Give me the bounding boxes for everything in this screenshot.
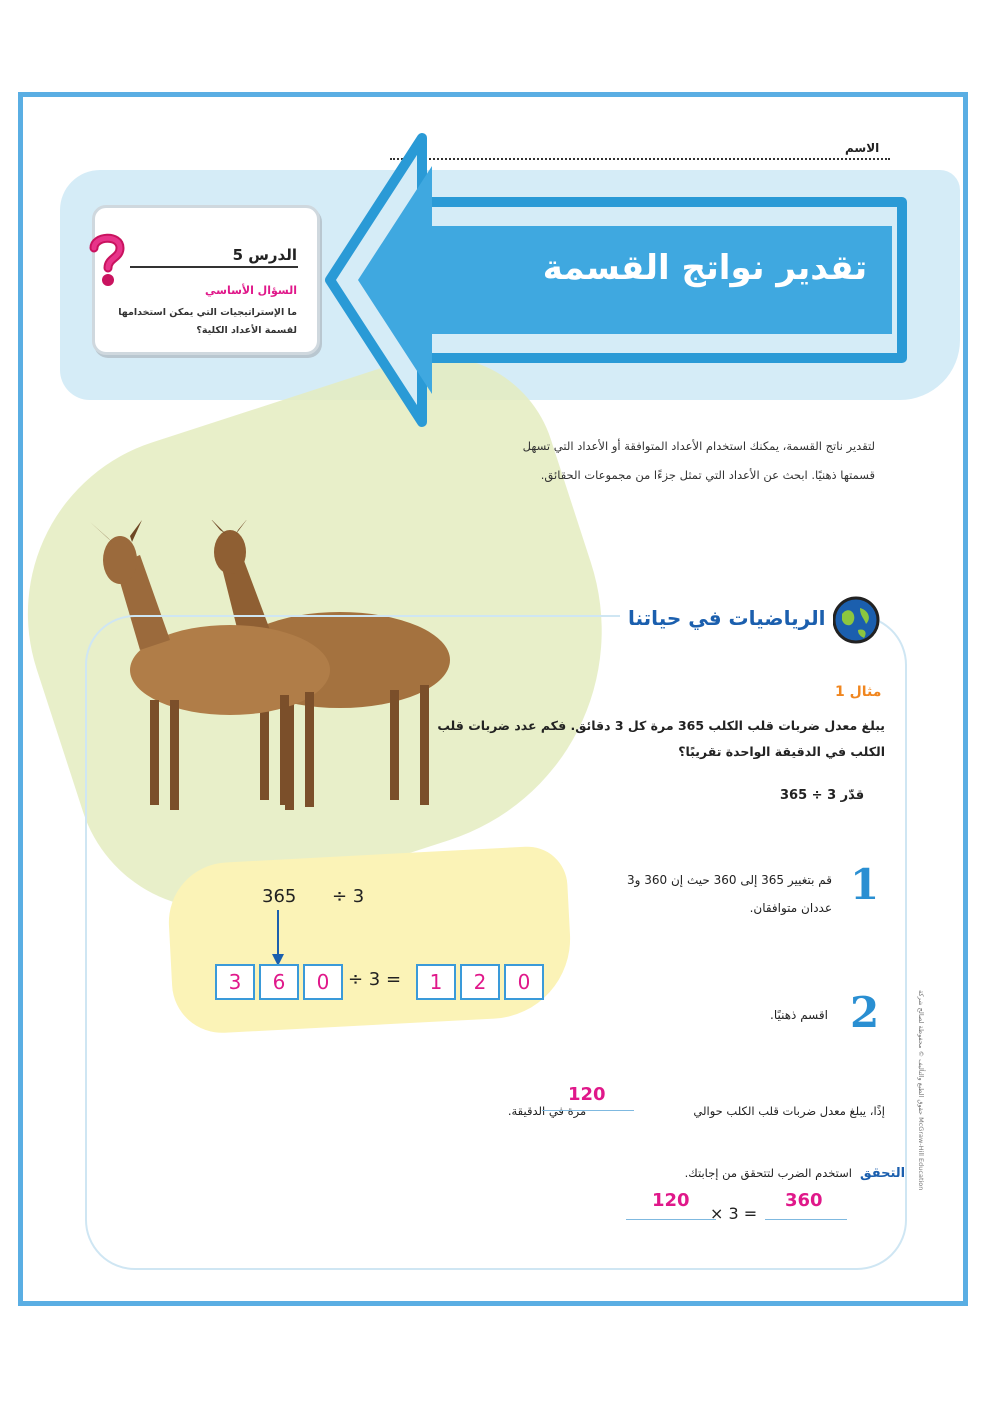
intro-paragraph: لتقدير ناتج القسمة، يمكنك استخدام الأعداد المتوافقة أو الأعداد التي تسهل قسمتها ذهنيًا. ابحث عن الأعداد التي تمثل جزءًا من مجموعات الحقائق.: [522, 439, 875, 482]
answer-line: [626, 1219, 716, 1220]
lesson-divider: [130, 266, 298, 268]
dividend: 365: [262, 886, 297, 907]
answer-line: [765, 1219, 847, 1220]
step-text-1: قم بتغيير 365 إلى 360 حيث إن 360 و3 عددان متوافقان.: [627, 873, 832, 915]
step-text-2: اقسم ذهنيًا.: [770, 1008, 828, 1022]
step-number-2: 2: [850, 988, 880, 1037]
example-label: مثال 1: [835, 684, 882, 700]
question-mark-icon: [88, 232, 126, 288]
lesson-number: الدرس 5: [232, 246, 297, 264]
division-operator: ÷ 3 =: [348, 969, 402, 990]
digit-box: 0: [504, 964, 544, 1000]
check-label: التحقق: [860, 1166, 906, 1181]
conclusion-sentence: [440, 1104, 885, 1118]
answer-line: [542, 1110, 634, 1111]
globe-icon: [830, 594, 882, 646]
copyright-note: حقوق الطبع والتأليف © محفوظة لصالح شركة McGraw-Hill Education: [917, 990, 925, 1191]
divisor-expression: ÷ 3: [332, 886, 365, 907]
step-number-1: 1: [850, 860, 880, 909]
lesson-title: تقدير نواتج القسمة: [542, 248, 868, 288]
section-heading: الرياضيات في حياتنا: [620, 606, 833, 630]
conclusion-answer[interactable]: 120: [568, 1084, 606, 1105]
digit-box: 0: [303, 964, 343, 1000]
check-factor[interactable]: 120: [652, 1190, 690, 1211]
example-problem: يبلغ معدل ضربات قلب الكلب 365 مرة كل 3 دقائق. فكم عدد ضربات قلب الكلب في الدقيقة الواحدة تقريبًا؟: [437, 718, 885, 759]
down-arrow-icon: [270, 910, 286, 966]
digit-box: 1: [416, 964, 456, 1000]
check-product[interactable]: 360: [785, 1190, 823, 1211]
digit-box: 6: [259, 964, 299, 1000]
digit-box: 3: [215, 964, 255, 1000]
essential-question-text: ما الإستراتيجيات التي يمكن استخدامها لقسمة الأعداد الكلية؟: [118, 307, 297, 336]
digit-box: 2: [460, 964, 500, 1000]
name-label: الاسم: [845, 141, 880, 155]
check-instruction: استخدم الضرب لتتحقق من إجابتك.: [684, 1166, 852, 1180]
lesson-card: [92, 205, 320, 355]
conclusion-before: إذًا، يبلغ معدل ضربات قلب الكلب حوالي: [693, 1104, 885, 1118]
conclusion-after: مرة في الدقيقة.: [507, 1104, 587, 1118]
check-operator: × 3 =: [710, 1204, 758, 1223]
estimate-instruction: قدّر 3 ÷ 365: [780, 788, 865, 803]
essential-question-heading: السؤال الأساسي: [205, 284, 297, 297]
